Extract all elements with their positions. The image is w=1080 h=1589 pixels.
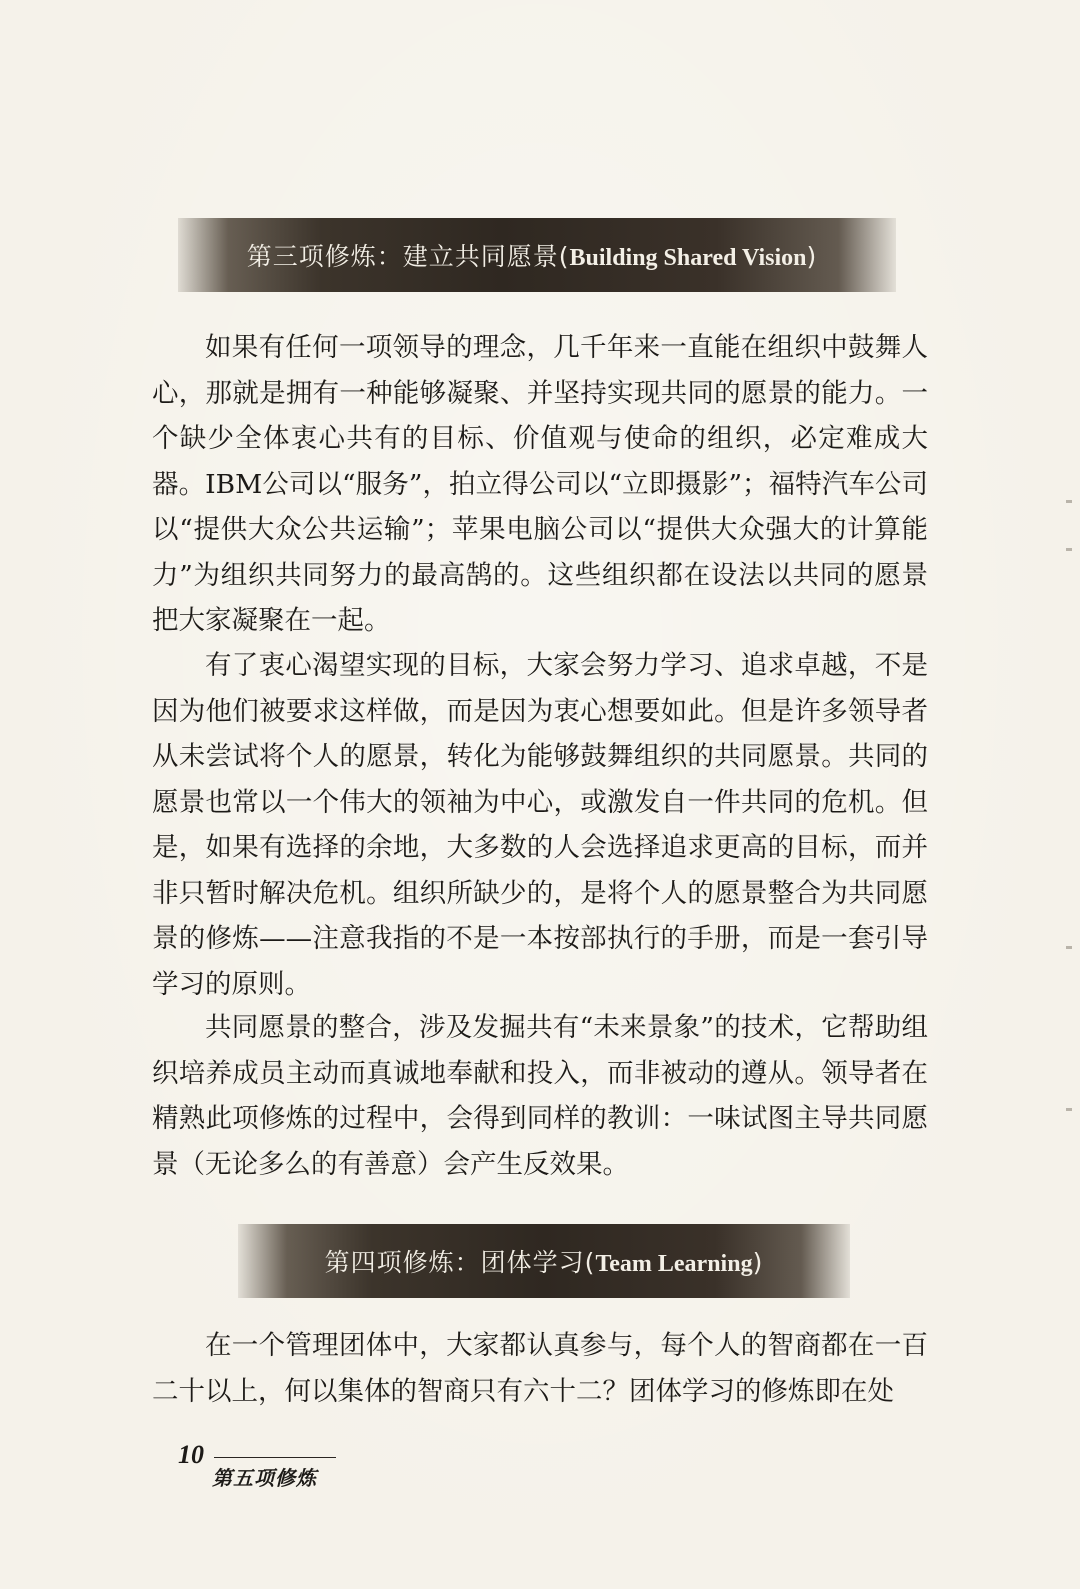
section-heading-en: Building Shared Vision bbox=[569, 245, 807, 271]
body-paragraph: 有了衷心渴望实现的目标，大家会努力学习、追求卓越，不是因为他们被要求这样做，而是因为衷心想要如此。但是许多领导者从未尝试将个人的愿景，转化为能够鼓舞组织的共同愿景。共同的愿景也常以一个伟大的领袖为中心，或激发自一件共同的危机。但是，如果有选择的余地，大多数的人会选择追求更高的目标，而并非只暂时解决危机。组织所缺少的，是将个人的愿景整合为共同愿景的修炼——注意我指的不是一本按部执行的手册，而是一套引导学习的原则。 bbox=[152, 650, 928, 1000]
page-number: 10 bbox=[178, 1440, 204, 1469]
section-heading-zh: 第三项修炼：建立共同愿景 bbox=[246, 242, 559, 271]
body-paragraph: 如果有任何一项领导的理念，几千年来一直能在组织中鼓舞人心，那就是拥有一种能够凝聚、并坚持实现共同的愿景的能力。一个缺少全体衷心共有的目标、价值观与使命的组织，必定难成大器。IBM公司以“服务”，拍立得公司以“立即摄影”；福特汽车公司以“提供大众公共运输”；苹果电脑公司以“提供大众强大的计算能力”为组织共同努力的最高鹄的。这些组织都在设法以共同的愿景把大家凝聚在一起。 bbox=[152, 332, 928, 636]
body-paragraph: 共同愿景的整合，涉及发掘共有“未来景象”的技术，它帮助组织培养成员主动而真诚地奉献和投入，而非被动的遵从。领导者在精熟此项修炼的过程中，会得到同样的教训：一味试图主导共同愿景（无论多么的有善意）会产生反效果。 bbox=[152, 1012, 928, 1180]
page-edge-mark bbox=[1066, 548, 1072, 551]
body-paragraph: 在一个管理团体中，大家都认真参与，每个人的智商都在一百二十以上，何以集体的智商只有六十二？团体学习的修炼即在处 bbox=[152, 1330, 928, 1407]
running-footer-title: 第五项修炼 bbox=[212, 1466, 317, 1490]
page-edge-mark bbox=[1066, 1108, 1072, 1111]
page-edge-mark bbox=[1066, 500, 1072, 503]
section-heading: 第三项修炼：建立共同愿景(Building Shared Vision) bbox=[246, 242, 818, 271]
footer-rule bbox=[214, 1457, 336, 1458]
section-heading-banner bbox=[178, 218, 896, 292]
page-edge-mark bbox=[1066, 946, 1072, 949]
section-heading-en: Team Learning bbox=[595, 1251, 753, 1277]
section-heading-zh: 第四项修炼：团体学习 bbox=[324, 1248, 585, 1277]
section-heading: 第四项修炼：团体学习(Team Learning) bbox=[324, 1248, 764, 1277]
section-heading-banner bbox=[238, 1224, 850, 1298]
